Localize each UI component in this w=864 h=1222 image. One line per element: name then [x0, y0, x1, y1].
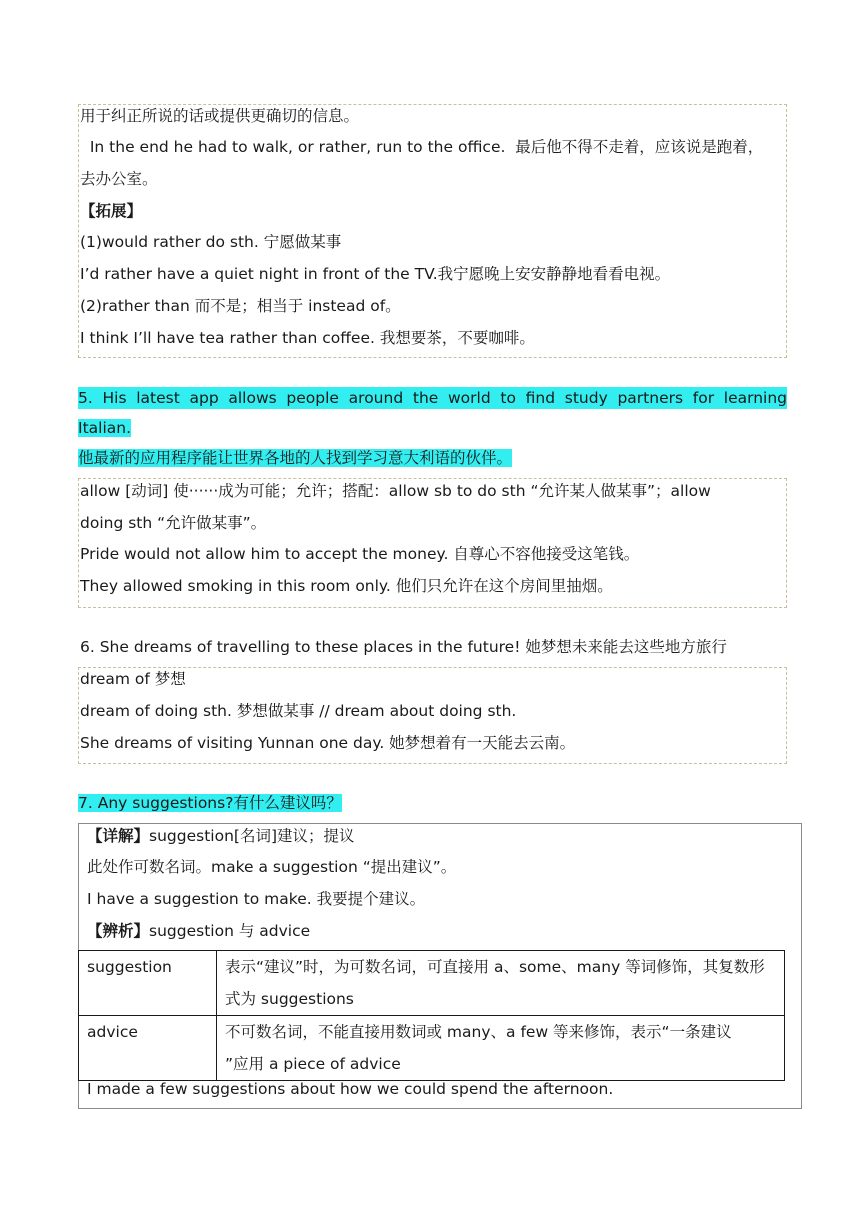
rather-line-3: 去办公室。: [80, 170, 158, 188]
item5-note-3: Pride would not allow him to accept the money. 自尊心不容他接受这笔钱。: [80, 545, 640, 563]
rather-line-6: I’d rather have a quiet night in front of the TV.我宁愿晚上安安静静地看看电视。: [80, 265, 671, 283]
rather-line-7: (2)rather than 而不是；相当于 instead of。: [80, 297, 401, 315]
table-row: [79, 951, 785, 1016]
table-desc-line1: 表示“建议”时，为可数名词，可直接用 a、some、many 等词修饰，其复数形: [225, 958, 765, 976]
rather-extension-heading: 【拓展】: [80, 202, 143, 220]
rather-line-8: I think I’ll have tea rather than coffee. 我想要茶，不要咖啡。: [80, 329, 535, 347]
item5-sentence-line2: Italian.: [78, 419, 132, 437]
item7-explain-text: suggestion[名词]建议；提议: [149, 827, 355, 845]
table-desc-cell: [217, 1016, 785, 1081]
item5-translation-wrap: [78, 447, 512, 469]
item7-analysis-line: [87, 921, 310, 941]
rather-line-2: In the end he had to walk, or rather, run to the office. 最后他不得不走着，应该说是跑着，: [80, 138, 764, 156]
item7-analysis-heading: 【辨析】: [87, 922, 150, 940]
item5-sentence-line1: 5. His latest app allows people around the world to find study partners for learning: [78, 389, 787, 407]
item5-note-2: doing sth “允许做某事”。: [80, 514, 267, 532]
table-word: suggestion: [87, 958, 172, 976]
table-desc-line1: 不可数名词，不能直接用数词或 many、a few 等来修饰，表示“一条建议: [225, 1023, 732, 1041]
item7-line-2: 此处作可数名词。make a suggestion “提出建议”。: [87, 858, 457, 876]
item7-analysis-text: suggestion 与 advice: [149, 922, 311, 940]
rather-line-1: 用于纠正所说的话或提供更确切的信息。: [80, 107, 360, 125]
item5-sentence-line2-wrap: [78, 417, 131, 439]
table-desc-line2: 式为 suggestions: [225, 990, 354, 1008]
item7-line-3: I have a suggestion to make. 我要提个建议。: [87, 890, 426, 908]
item6-note-1: dream of 梦想: [80, 670, 186, 688]
table-word: advice: [87, 1023, 138, 1041]
comparison-table: [78, 950, 785, 1081]
item5-note-1: allow [动词] 使······成为可能；允许；搭配：allow sb to do sth “允许某人做某事”；allow: [80, 482, 711, 500]
item7-explain-line: [87, 826, 355, 846]
item6-sentence: 6. She dreams of travelling to these places in the future! 她梦想未来能去这些地方旅行: [80, 638, 727, 656]
item7-example: I made a few suggestions about how we could spend the afternoon.: [87, 1080, 614, 1098]
item6-note-3: She dreams of visiting Yunnan one day. 她梦想着有一天能去云南。: [80, 734, 576, 752]
item5-translation: 他最新的应用程序能让世界各地的人找到学习意大利语的伙伴。: [78, 449, 513, 467]
item5-note-4: They allowed smoking in this room only. 他们只允许在这个房间里抽烟。: [80, 577, 613, 595]
table-word-cell: [79, 951, 217, 1016]
item6-note-2: dream of doing sth. 梦想做某事 // dream about doing sth.: [80, 702, 517, 720]
item7-sentence: 7. Any suggestions?有什么建议吗？: [78, 794, 342, 812]
table-desc-line2: ”应用 a piece of advice: [225, 1055, 401, 1073]
item7-sentence-wrap: [78, 792, 342, 814]
table-word-cell: [79, 1016, 217, 1081]
table-row: [79, 1016, 785, 1081]
item7-explain-heading: 【详解】: [87, 827, 150, 845]
table-desc-cell: [217, 951, 785, 1016]
rather-line-5: (1)would rather do sth. 宁愿做某事: [80, 233, 342, 251]
